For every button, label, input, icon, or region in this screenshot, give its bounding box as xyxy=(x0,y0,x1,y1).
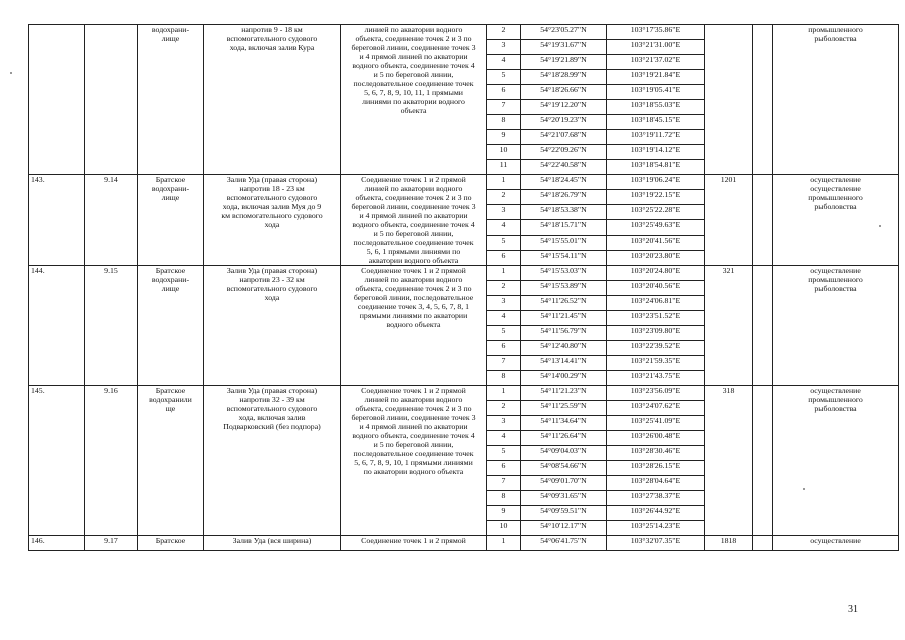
latitude-cell: 54°18'26.79"N xyxy=(521,190,607,205)
latitude-cell: 54°11'21.45"N xyxy=(521,311,607,326)
table-row xyxy=(29,386,899,401)
longitude-cell: 103°24'06.81"E xyxy=(607,296,705,311)
boundary-description-cell: Соединение точек 1 и 2 прямой линией по акватории водного объекта, соединение точек 2 и 3 по береговой линии, соединение точек 3 и 4 прямой линией по акватории водного объекта, соединение точек 4 и 5 по береговой линии, последовательное соединение точек 5, 6, 1 прямыми линиями по акватории водного объекта xyxy=(341,175,487,266)
fishing-areas-table xyxy=(28,24,899,551)
point-number-cell: 4 xyxy=(487,431,521,446)
point-number-cell: 10 xyxy=(487,145,521,160)
reservoir-cell: Братское водохранили ще xyxy=(138,386,204,536)
purpose-cell: промышленного рыболовства xyxy=(773,25,899,175)
point-number-cell: 4 xyxy=(487,220,521,235)
latitude-cell: 54°11'34.64"N xyxy=(521,416,607,431)
longitude-cell: 103°21'37.02"E xyxy=(607,55,705,70)
longitude-cell: 103°23'51.52"E xyxy=(607,311,705,326)
point-number-cell: 3 xyxy=(487,416,521,431)
longitude-cell: 103°25'49.63"E xyxy=(607,220,705,235)
longitude-cell: 103°20'24.80"E xyxy=(607,266,705,281)
scan-speck xyxy=(10,72,12,74)
point-number-cell: 2 xyxy=(487,281,521,296)
latitude-cell: 54°15'54.11"N xyxy=(521,250,607,265)
location-cell: напротив 9 - 18 км вспомогательного судового хода, включая залив Кура xyxy=(204,25,341,175)
longitude-cell: 103°19'22.15"E xyxy=(607,190,705,205)
longitude-cell: 103°19'06.24"E xyxy=(607,175,705,190)
point-number-cell: 1 xyxy=(487,386,521,401)
point-number-cell: 2 xyxy=(487,25,521,40)
latitude-cell: 54°23'05.27"N xyxy=(521,25,607,40)
latitude-cell: 54°19'12.20"N xyxy=(521,100,607,115)
latitude-cell: 54°21'07.68"N xyxy=(521,130,607,145)
latitude-cell: 54°06'41.75"N xyxy=(521,536,607,551)
longitude-cell: 103°28'04.64"E xyxy=(607,476,705,491)
page-number: 31 xyxy=(848,604,858,615)
point-number-cell: 5 xyxy=(487,235,521,250)
longitude-cell: 103°18'55.03"E xyxy=(607,100,705,115)
longitude-cell: 103°22'39.52"E xyxy=(607,341,705,356)
point-number-cell: 4 xyxy=(487,311,521,326)
point-number-cell: 3 xyxy=(487,40,521,55)
blank-cell xyxy=(753,266,773,386)
area-size-cell: 1818 xyxy=(705,536,753,551)
latitude-cell: 54°11'21.23"N xyxy=(521,386,607,401)
longitude-cell: 103°23'09.80"E xyxy=(607,326,705,341)
longitude-cell: 103°20'40.56"E xyxy=(607,281,705,296)
point-number-cell: 8 xyxy=(487,115,521,130)
longitude-cell: 103°28'30.46"E xyxy=(607,446,705,461)
table-row xyxy=(29,536,899,551)
point-number-cell: 7 xyxy=(487,100,521,115)
boundary-description-cell: Соединение точек 1 и 2 прямой xyxy=(341,536,487,551)
latitude-cell: 54°11'56.79"N xyxy=(521,326,607,341)
latitude-cell: 54°11'26.64"N xyxy=(521,431,607,446)
point-number-cell: 3 xyxy=(487,296,521,311)
area-size-cell xyxy=(705,25,753,175)
point-number-cell: 3 xyxy=(487,205,521,220)
point-number-cell: 8 xyxy=(487,371,521,386)
point-number-cell: 5 xyxy=(487,70,521,85)
latitude-cell: 54°11'26.52"N xyxy=(521,296,607,311)
latitude-cell: 54°08'54.66"N xyxy=(521,461,607,476)
area-size-cell: 318 xyxy=(705,386,753,536)
blank-cell xyxy=(753,536,773,551)
longitude-cell: 103°26'00.48"E xyxy=(607,431,705,446)
latitude-cell: 54°18'53.38"N xyxy=(521,205,607,220)
latitude-cell: 54°09'01.70"N xyxy=(521,476,607,491)
area-size-cell: 321 xyxy=(705,266,753,386)
point-number-cell: 5 xyxy=(487,446,521,461)
purpose-cell: осуществление осуществление промышленного рыболовства xyxy=(773,175,899,266)
purpose-cell: осуществление xyxy=(773,536,899,551)
longitude-cell: 103°20'23.80"E xyxy=(607,250,705,265)
longitude-cell: 103°19'11.72"E xyxy=(607,130,705,145)
row-number-cell: 145. xyxy=(29,386,85,536)
latitude-cell: 54°19'31.67"N xyxy=(521,40,607,55)
longitude-cell: 103°23'56.09"E xyxy=(607,386,705,401)
longitude-cell: 103°18'54.81"E xyxy=(607,160,705,175)
area-code-cell: 9.14 xyxy=(85,175,138,266)
longitude-cell: 103°21'43.75"E xyxy=(607,371,705,386)
latitude-cell: 54°19'21.89"N xyxy=(521,55,607,70)
latitude-cell: 54°18'28.99"N xyxy=(521,70,607,85)
point-number-cell: 2 xyxy=(487,190,521,205)
row-number-cell: 143. xyxy=(29,175,85,266)
longitude-cell: 103°27'38.37"E xyxy=(607,491,705,506)
longitude-cell: 103°25'22.28"E xyxy=(607,205,705,220)
point-number-cell: 1 xyxy=(487,175,521,190)
longitude-cell: 103°32'07.35"E xyxy=(607,536,705,551)
area-code-cell xyxy=(85,25,138,175)
latitude-cell: 54°13'14.41"N xyxy=(521,356,607,371)
boundary-description-cell: Соединение точек 1 и 2 прямой линией по акватории водного объекта, соединение точек 2 и 3 по береговой линии, последовательное соединение точек 3, 4, 5, 6, 7, 8, 1 прямыми линиями по акватории водного объекта xyxy=(341,266,487,386)
latitude-cell: 54°18'24.45"N xyxy=(521,175,607,190)
reservoir-cell: Братское xyxy=(138,536,204,551)
location-cell: Залив Уда (правая сторона) напротив 32 - 39 км вспомогательного судового хода, включая залив Подварковский (без подпора) xyxy=(204,386,341,536)
row-number-cell xyxy=(29,25,85,175)
latitude-cell: 54°10'12.17"N xyxy=(521,521,607,536)
longitude-cell: 103°17'35.86"E xyxy=(607,25,705,40)
longitude-cell: 103°26'44.92"E xyxy=(607,506,705,521)
boundary-description-cell: Соединение точек 1 и 2 прямой линией по акватории водного объекта, соединение точек 2 и 3 по береговой линии, соединение точек 3 и 4 прямой линией по акватории водного объекта, соединение точек 4 и 5 по береговой линии, последовательное соединение точек 5, 6, 7, 8, 9, 10, 1 прямыми линиями по акватории водного объекта xyxy=(341,386,487,536)
scan-speck xyxy=(803,488,805,490)
blank-cell xyxy=(753,25,773,175)
location-cell: Залив Уда (правая сторона) напротив 23 - 32 км вспомогательного судового хода xyxy=(204,266,341,386)
area-code-cell: 9.17 xyxy=(85,536,138,551)
area-code-cell: 9.16 xyxy=(85,386,138,536)
longitude-cell: 103°18'45.15"E xyxy=(607,115,705,130)
longitude-cell: 103°24'07.62"E xyxy=(607,401,705,416)
latitude-cell: 54°12'40.80"N xyxy=(521,341,607,356)
table-row xyxy=(29,25,899,40)
point-number-cell: 7 xyxy=(487,356,521,371)
point-number-cell: 4 xyxy=(487,55,521,70)
latitude-cell: 54°22'40.58"N xyxy=(521,160,607,175)
point-number-cell: 6 xyxy=(487,85,521,100)
purpose-cell: осуществление промышленного рыболовства xyxy=(773,386,899,536)
reservoir-cell: Братское водохрани- лище xyxy=(138,266,204,386)
latitude-cell: 54°11'25.59"N xyxy=(521,401,607,416)
location-cell: Залив Уда (правая сторона) напротив 18 - 23 км вспомогательного судового хода, включая залив Муя до 9 км вспомогательного судового хода xyxy=(204,175,341,266)
longitude-cell: 103°25'41.09"E xyxy=(607,416,705,431)
purpose-cell: осуществление промышленного рыболовства xyxy=(773,266,899,386)
blank-cell xyxy=(753,175,773,266)
latitude-cell: 54°20'19.23"N xyxy=(521,115,607,130)
longitude-cell: 103°19'21.84"E xyxy=(607,70,705,85)
area-size-cell: 1201 xyxy=(705,175,753,266)
latitude-cell: 54°22'09.26"N xyxy=(521,145,607,160)
latitude-cell: 54°09'04.03"N xyxy=(521,446,607,461)
table-body xyxy=(29,25,899,551)
latitude-cell: 54°15'53.89"N xyxy=(521,281,607,296)
longitude-cell: 103°21'59.35"E xyxy=(607,356,705,371)
blank-cell xyxy=(753,386,773,536)
point-number-cell: 2 xyxy=(487,401,521,416)
scan-speck xyxy=(879,225,881,227)
longitude-cell: 103°25'14.23"E xyxy=(607,521,705,536)
latitude-cell: 54°15'55.01"N xyxy=(521,235,607,250)
point-number-cell: 9 xyxy=(487,506,521,521)
table-row xyxy=(29,266,899,281)
boundary-description-cell: линией по акватории водного объекта, соединение точек 2 и 3 по береговой линии, соединение точек 3 и 4 прямой линией по акватории водного объекта, соединение точек 4 и 5 по береговой линии, последовательное соединение точек 5, 6, 7, 8, 9, 10, 11, 1 прямыми линиями по акватории водного объекта xyxy=(341,25,487,175)
point-number-cell: 5 xyxy=(487,326,521,341)
row-number-cell: 144. xyxy=(29,266,85,386)
reservoir-cell: Братское водохрани- лище xyxy=(138,175,204,266)
point-number-cell: 6 xyxy=(487,461,521,476)
point-number-cell: 7 xyxy=(487,476,521,491)
latitude-cell: 54°18'15.71"N xyxy=(521,220,607,235)
point-number-cell: 6 xyxy=(487,250,521,265)
point-number-cell: 10 xyxy=(487,521,521,536)
reservoir-cell: водохрани- лище xyxy=(138,25,204,175)
point-number-cell: 1 xyxy=(487,536,521,551)
longitude-cell: 103°19'05.41"E xyxy=(607,85,705,100)
longitude-cell: 103°19'14.12"E xyxy=(607,145,705,160)
latitude-cell: 54°09'59.51"N xyxy=(521,506,607,521)
table-row xyxy=(29,175,899,190)
latitude-cell: 54°09'31.65"N xyxy=(521,491,607,506)
latitude-cell: 54°18'26.66"N xyxy=(521,85,607,100)
latitude-cell: 54°15'53.03"N xyxy=(521,266,607,281)
latitude-cell: 54°14'00.29"N xyxy=(521,371,607,386)
area-code-cell: 9.15 xyxy=(85,266,138,386)
row-number-cell: 146. xyxy=(29,536,85,551)
longitude-cell: 103°21'31.00"E xyxy=(607,40,705,55)
longitude-cell: 103°20'41.56"E xyxy=(607,235,705,250)
longitude-cell: 103°28'26.15"E xyxy=(607,461,705,476)
point-number-cell: 8 xyxy=(487,491,521,506)
point-number-cell: 9 xyxy=(487,130,521,145)
point-number-cell: 11 xyxy=(487,160,521,175)
point-number-cell: 1 xyxy=(487,266,521,281)
location-cell: Залив Уда (вся ширина) xyxy=(204,536,341,551)
point-number-cell: 6 xyxy=(487,341,521,356)
